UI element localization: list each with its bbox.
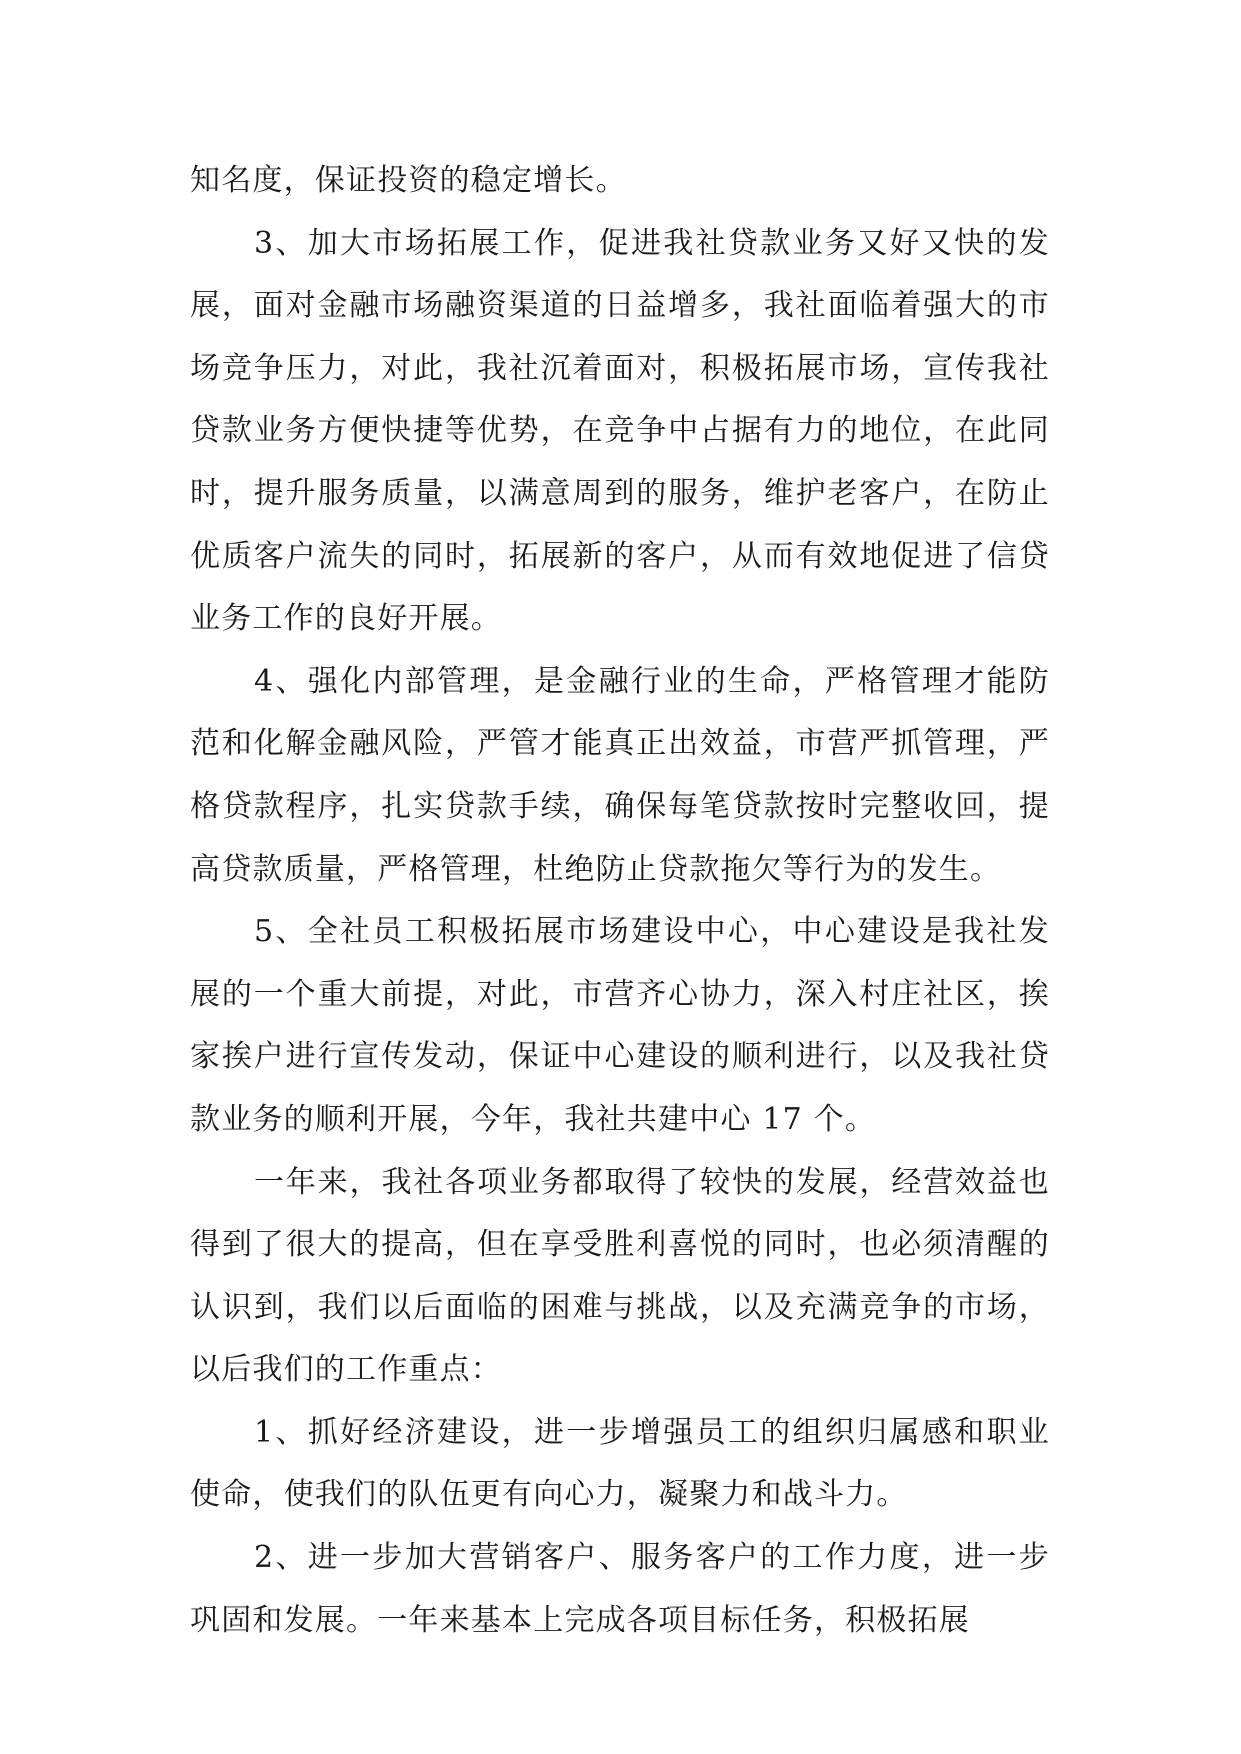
document-body — [190, 150, 1050, 1652]
paragraph-item-3: 3、加大市场拓展工作，促进我社贷款业务又好又快的发展，面对金融市场融资渠道的日益增多，我社面临着强大的市场竞争压力，对此，我社沉着面对，积极拓展市场，宣传我社贷款业务方便快捷等优势，在竞争中占据有力的地位，在此同时，提升服务质量，以满意周到的服务，维护老客户，在防止优质客户流失的同时，拓展新的客户，从而有效地促进了信贷业务工作的良好开展。 — [190, 225, 1050, 637]
paragraph-summary: 一年来，我社各项业务都取得了较快的发展，经营效益也得到了很大的提高，但在享受胜利喜悦的同时，也必须清醒的认识到，我们以后面临的困难与挑战，以及充满竞争的市场，以后我们的工作重点： — [190, 1164, 1050, 1388]
paragraph-item-4: 4、强化内部管理，是金融行业的生命，严格管理才能防范和化解金融风险，严管才能真正出效益，市营严抓管理，严格贷款程序，扎实贷款手续，确保每笔贷款按时完整收回，提高贷款质量，严格管理，杜绝防止贷款拖欠等行为的发生。 — [190, 663, 1050, 887]
paragraph-item-5: 5、全社员工积极拓展市场建设中心，中心建设是我社发展的一个重大前提，对此，市营齐心协力，深入村庄社区，挨家挨户进行宣传发动，保证中心建设的顺利进行，以及我社贷款业务的顺利开展，今年，我社共建中心 17 个。 — [190, 914, 1050, 1137]
paragraph-focus-2: 2、进一步加大营销客户、服务客户的工作力度，进一步巩固和发展。一年来基本上完成各项目标任务，积极拓展 — [190, 1540, 1050, 1638]
paragraph-continuation: 知名度，保证投资的稳定增长。 — [190, 163, 627, 198]
paragraph-focus-1: 1、抓好经济建设，进一步增强员工的组织归属感和职业使命，使我们的队伍更有向心力，凝聚力和战斗力。 — [190, 1414, 1050, 1513]
